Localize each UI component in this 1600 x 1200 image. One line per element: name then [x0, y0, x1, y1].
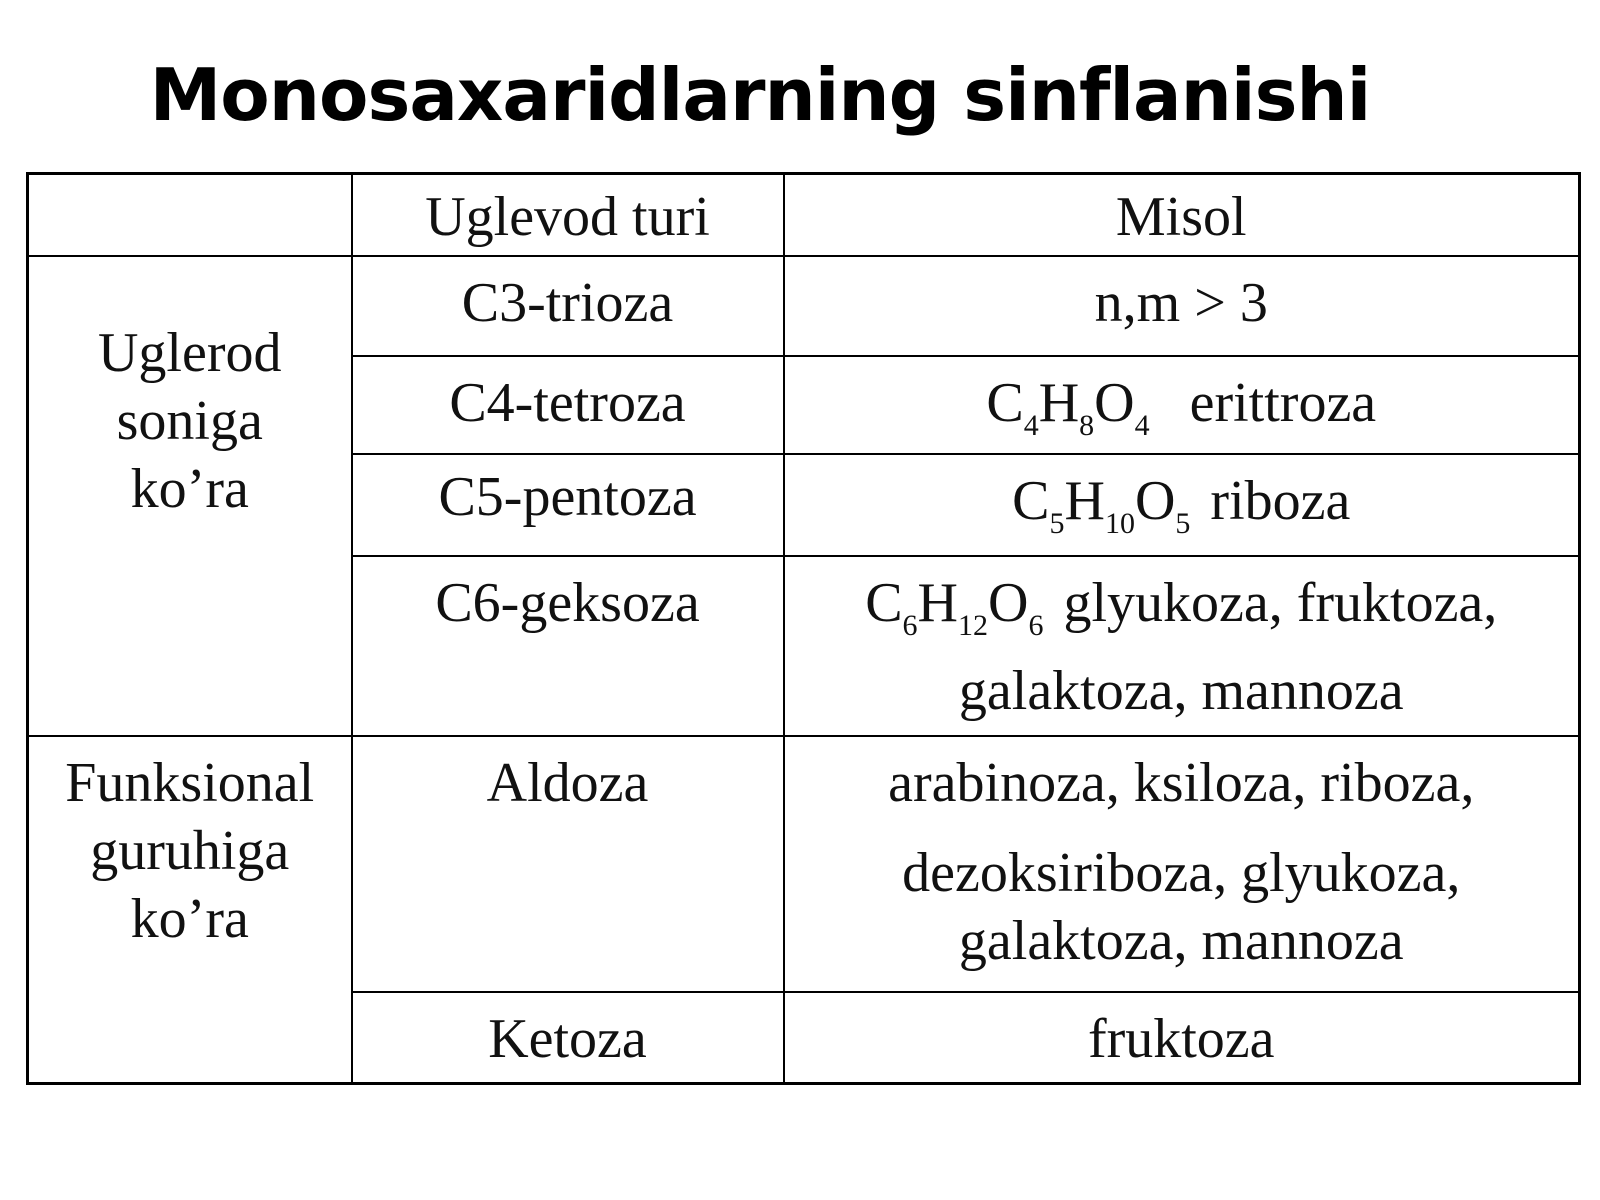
- example-line: galaktoza, mannoza: [958, 909, 1404, 972]
- group-label-carbon-text: Uglerod soniga ko’ra: [97, 321, 282, 520]
- example-names: erittroza: [1189, 371, 1377, 434]
- example-cell: [784, 736, 1580, 992]
- type-cell: Ketoza: [352, 992, 784, 1084]
- example-cell: [784, 992, 1580, 1084]
- example-line: galaktoza, mannoza: [958, 659, 1404, 722]
- group-label-functional: [28, 736, 352, 1084]
- example-line: [785, 569, 1579, 642]
- table-row: [28, 256, 1580, 356]
- classification-table: [26, 172, 1581, 1085]
- page-title: Monosaxaridlarning sinflanishi: [149, 53, 1371, 137]
- formula: $C_4H_8O_4$: [986, 371, 1150, 442]
- example-names: glyukoza, fruktoza,: [1063, 571, 1498, 634]
- group-label-carbon: [28, 256, 352, 736]
- type-cell: C3-trioza: [352, 256, 784, 356]
- formula: $C_5H_{10}O_5$: [1012, 469, 1191, 540]
- example-cell: [784, 556, 1580, 736]
- table-header-row: [28, 174, 1580, 256]
- example-line: arabinoza, ksiloza, riboza,: [888, 751, 1475, 814]
- example-names: riboza: [1210, 469, 1351, 532]
- type-cell: C4-tetroza: [352, 356, 784, 454]
- header-type: Uglevod turi: [352, 174, 784, 256]
- header-example: Misol: [784, 174, 1580, 256]
- type-cell: C5-pentoza: [352, 454, 784, 556]
- example-cell: [784, 356, 1580, 454]
- type-cell: Aldoza: [352, 736, 784, 992]
- type-cell: C6-geksoza: [352, 556, 784, 736]
- table-row: [28, 736, 1580, 992]
- example-cell: [784, 454, 1580, 556]
- group-label-functional-text: Funksional guruhiga ko’ra: [65, 751, 315, 950]
- example-line: dezoksiriboza, glyukoza,: [902, 841, 1461, 904]
- example-line: fruktoza: [1087, 1007, 1275, 1070]
- header-empty-cell: [28, 174, 352, 256]
- example-cell: n,m > 3: [784, 256, 1580, 356]
- formula: $C_6H_{12}O_6$: [865, 571, 1044, 642]
